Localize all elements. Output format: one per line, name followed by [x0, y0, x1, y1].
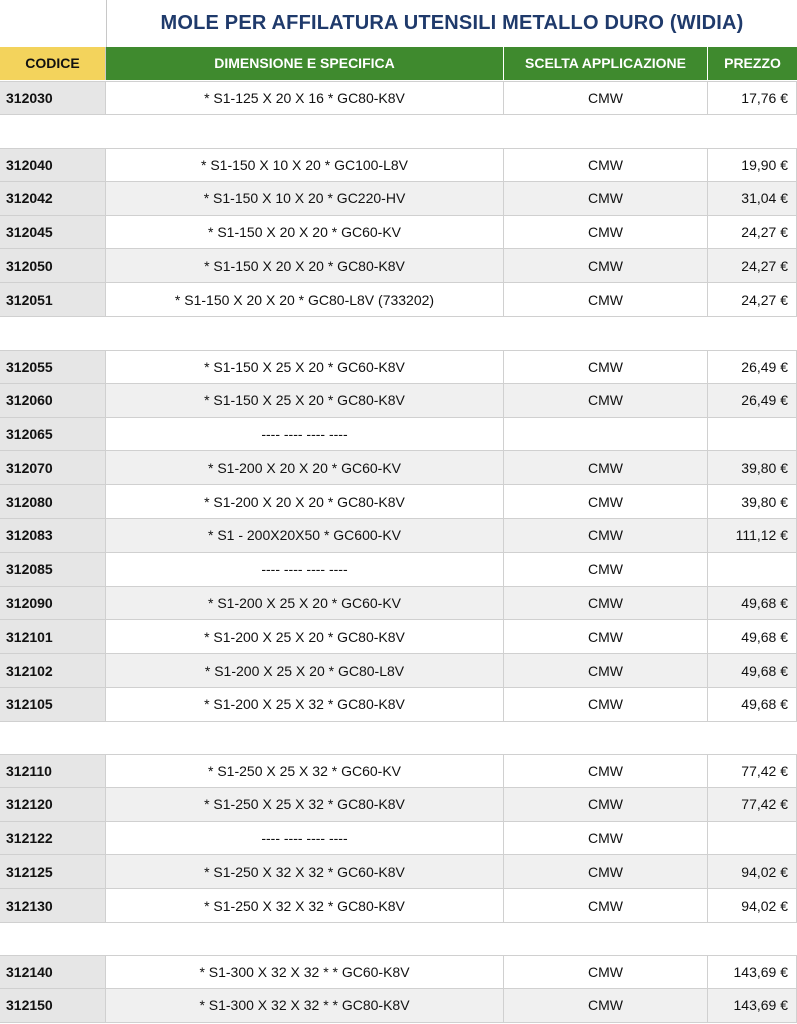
cell-application: CMW [504, 620, 708, 653]
cell-application: CMW [504, 688, 708, 721]
cell-description: * S1-200 X 20 X 20 * GC80-K8V [106, 485, 504, 518]
table-row [0, 148, 797, 182]
cell-description: * S1-200 X 20 X 20 * GC60-KV [106, 451, 504, 484]
cell-code: 312060 [0, 384, 106, 417]
table-row [0, 553, 797, 587]
cell-description: * S1-250 X 25 X 32 * GC60-KV [106, 755, 504, 787]
cell-application: CMW [504, 956, 708, 988]
header-application: SCELTA APPLICAZIONE [504, 47, 708, 80]
cell-price: 24,27 € [708, 216, 797, 249]
table-row [0, 788, 797, 822]
table-group-2 [0, 148, 797, 317]
table-group-4 [0, 754, 797, 923]
cell-description: * S1-150 X 10 X 20 * GC100-L8V [106, 149, 504, 181]
cell-application: CMW [504, 485, 708, 518]
cell-code: 312122 [0, 822, 106, 855]
cell-code: 312110 [0, 755, 106, 787]
cell-code: 312080 [0, 485, 106, 518]
cell-price: 39,80 € [708, 451, 797, 484]
cell-code: 312090 [0, 587, 106, 620]
cell-application: CMW [504, 182, 708, 215]
cell-description: * S1-200 X 25 X 20 * GC60-KV [106, 587, 504, 620]
table-row [0, 889, 797, 923]
cell-application: CMW [504, 889, 708, 922]
table-row [0, 216, 797, 250]
cell-price: 24,27 € [708, 249, 797, 282]
table-row [0, 485, 797, 519]
cell-price: 39,80 € [708, 485, 797, 518]
cell-code: 312042 [0, 182, 106, 215]
cell-description: * S1-125 X 20 X 16 * GC80-K8V [106, 82, 504, 114]
cell-application: CMW [504, 654, 708, 687]
cell-price: 19,90 € [708, 149, 797, 181]
table-row [0, 384, 797, 418]
page-title: MOLE PER AFFILATURA UTENSILI METALLO DURO (WIDIA) [106, 0, 797, 47]
cell-code: 312040 [0, 149, 106, 181]
cell-price: 49,68 € [708, 688, 797, 721]
cell-price: 143,69 € [708, 989, 797, 1022]
cell-description: * S1-300 X 32 X 32 * * GC60-K8V [106, 956, 504, 988]
cell-price: 111,12 € [708, 519, 797, 552]
table-row [0, 182, 797, 216]
cell-price: 77,42 € [708, 788, 797, 821]
cell-code: 312051 [0, 283, 106, 316]
table-group-1 [0, 81, 797, 115]
table-row [0, 350, 797, 384]
cell-application: CMW [504, 351, 708, 383]
cell-price: 49,68 € [708, 620, 797, 653]
cell-description: * S1-150 X 20 X 20 * GC60-KV [106, 216, 504, 249]
cell-code: 312083 [0, 519, 106, 552]
cell-application: CMW [504, 822, 708, 855]
cell-price: 26,49 € [708, 384, 797, 417]
cell-application: CMW [504, 989, 708, 1022]
cell-price: 31,04 € [708, 182, 797, 215]
cell-price: 143,69 € [708, 956, 797, 988]
cell-description: * S1-300 X 32 X 32 * * GC80-K8V [106, 989, 504, 1022]
header-code: CODICE [0, 47, 106, 80]
cell-price: 77,42 € [708, 755, 797, 787]
cell-code: 312050 [0, 249, 106, 282]
title-spacer [0, 0, 106, 47]
table-row [0, 654, 797, 688]
cell-application: CMW [504, 216, 708, 249]
cell-description: * S1-200 X 25 X 32 * GC80-K8V [106, 688, 504, 721]
cell-application: CMW [504, 451, 708, 484]
table-row [0, 688, 797, 722]
cell-application: CMW [504, 519, 708, 552]
cell-price: 49,68 € [708, 587, 797, 620]
cell-application: CMW [504, 283, 708, 316]
table-row [0, 587, 797, 621]
cell-price [708, 822, 797, 855]
cell-price: 24,27 € [708, 283, 797, 316]
cell-price: 26,49 € [708, 351, 797, 383]
table-row [0, 754, 797, 788]
table-row [0, 855, 797, 889]
table-row [0, 955, 797, 989]
table-row [0, 519, 797, 553]
cell-price: 17,76 € [708, 82, 797, 114]
table-group-5 [0, 955, 797, 1023]
cell-application: CMW [504, 587, 708, 620]
cell-price [708, 418, 797, 451]
cell-description: * S1 - 200X20X50 * GC600-KV [106, 519, 504, 552]
cell-description: * S1-250 X 32 X 32 * GC60-K8V [106, 855, 504, 888]
cell-price: 49,68 € [708, 654, 797, 687]
cell-description: * S1-150 X 20 X 20 * GC80-K8V [106, 249, 504, 282]
cell-code: 312105 [0, 688, 106, 721]
cell-code: 312150 [0, 989, 106, 1022]
cell-code: 312055 [0, 351, 106, 383]
cell-description: ---- ---- ---- ---- [106, 822, 504, 855]
table-row [0, 620, 797, 654]
cell-application: CMW [504, 855, 708, 888]
cell-code: 312130 [0, 889, 106, 922]
cell-code: 312102 [0, 654, 106, 687]
table-header [0, 47, 797, 80]
header-price: PREZZO [708, 47, 797, 80]
cell-application: CMW [504, 149, 708, 181]
table-row [0, 989, 797, 1023]
cell-description: * S1-200 X 25 X 20 * GC80-K8V [106, 620, 504, 653]
cell-description: * S1-150 X 25 X 20 * GC60-K8V [106, 351, 504, 383]
table-row [0, 283, 797, 317]
cell-code: 312045 [0, 216, 106, 249]
cell-description: * S1-200 X 25 X 20 * GC80-L8V [106, 654, 504, 687]
cell-description: * S1-150 X 10 X 20 * GC220-HV [106, 182, 504, 215]
cell-code: 312065 [0, 418, 106, 451]
cell-application [504, 418, 708, 451]
cell-price: 94,02 € [708, 889, 797, 922]
cell-code: 312120 [0, 788, 106, 821]
cell-code: 312140 [0, 956, 106, 988]
cell-price [708, 553, 797, 586]
cell-application: CMW [504, 249, 708, 282]
cell-description: * S1-150 X 20 X 20 * GC80-L8V (733202) [106, 283, 504, 316]
table-group-3 [0, 350, 797, 722]
table-row [0, 451, 797, 485]
table-row [0, 81, 797, 115]
cell-code: 312030 [0, 82, 106, 114]
cell-description: * S1-250 X 32 X 32 * GC80-K8V [106, 889, 504, 922]
cell-application: CMW [504, 553, 708, 586]
cell-description: ---- ---- ---- ---- [106, 418, 504, 451]
table-row [0, 249, 797, 283]
cell-code: 312101 [0, 620, 106, 653]
header-description: DIMENSIONE E SPECIFICA [106, 47, 504, 80]
table-row [0, 822, 797, 856]
cell-application: CMW [504, 755, 708, 787]
cell-application: CMW [504, 384, 708, 417]
title-row [0, 0, 797, 47]
cell-description: ---- ---- ---- ---- [106, 553, 504, 586]
cell-application: CMW [504, 788, 708, 821]
table-row [0, 418, 797, 452]
cell-description: * S1-150 X 25 X 20 * GC80-K8V [106, 384, 504, 417]
cell-code: 312125 [0, 855, 106, 888]
cell-application: CMW [504, 82, 708, 114]
cell-price: 94,02 € [708, 855, 797, 888]
cell-description: * S1-250 X 25 X 32 * GC80-K8V [106, 788, 504, 821]
cell-code: 312085 [0, 553, 106, 586]
cell-code: 312070 [0, 451, 106, 484]
